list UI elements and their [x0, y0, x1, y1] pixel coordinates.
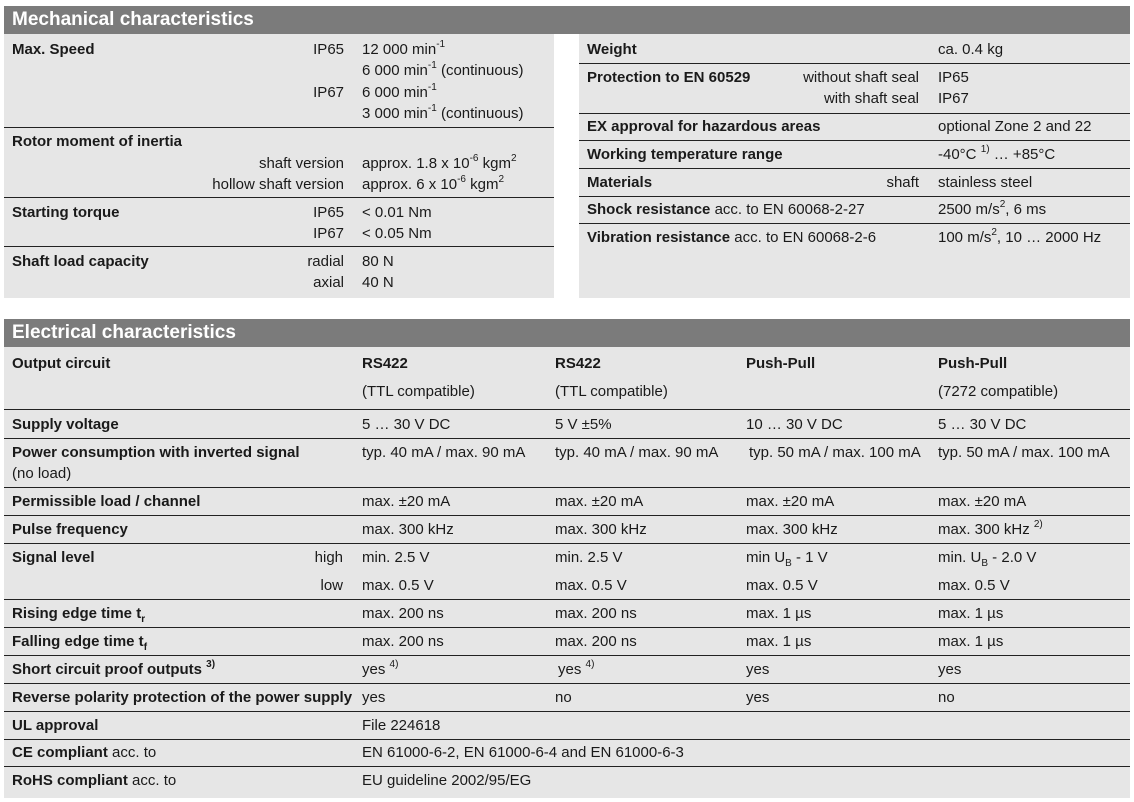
materials-shaft-label: shaft	[886, 174, 919, 191]
divider	[579, 63, 1130, 64]
rohs-compliant-value: EU guideline 2002/95/EG	[362, 772, 532, 789]
short-circuit-col2: yes $^{4)}$	[558, 659, 595, 678]
working-temp-value: -40°C $^{1)}$ … +85°C	[938, 144, 1056, 163]
materials-label: Materials	[587, 174, 653, 191]
working-temp-label: Working temperature range	[587, 146, 783, 163]
pulse-frequency-col1: max. 300 kHz	[362, 521, 454, 538]
permissible-load-col3: max. ±20 mA	[746, 493, 835, 510]
signal-low-label: low	[320, 577, 343, 594]
divider	[4, 599, 1130, 600]
divider	[4, 711, 1130, 712]
divider	[579, 223, 1130, 224]
max-speed-ip67: IP67	[313, 84, 344, 101]
permissible-load-col1: max. ±20 mA	[362, 493, 451, 510]
col3-name: Push-Pull	[746, 355, 816, 372]
shaft-load-axial: axial	[313, 274, 344, 291]
signal-high-label: high	[314, 549, 343, 566]
supply-voltage-col4: 5 … 30 V DC	[938, 416, 1027, 433]
shock-resistance-value: 2500 $m/s^2$, 6 ms	[938, 199, 1047, 218]
signal-high-col1: min. 2.5 V	[362, 549, 430, 566]
col2-sub: (TTL compatible)	[555, 383, 668, 400]
ce-compliant-label: CE compliant acc. to	[12, 744, 157, 761]
permissible-load-col4: max. ±20 mA	[938, 493, 1027, 510]
short-circuit-label: Short circuit proof outputs $^{3)}$	[12, 659, 216, 678]
falling-edge-col1: max. 200 ns	[362, 633, 444, 650]
divider	[4, 627, 1130, 628]
electrical-section-title: Electrical characteristics	[4, 319, 1130, 347]
signal-low-col2: max. 0.5 V	[555, 577, 627, 594]
falling-edge-label: Falling edge time $t_f$	[12, 633, 148, 653]
torque-ip67: IP67	[313, 225, 344, 242]
permissible-load-label: Permissible load / channel	[12, 493, 201, 510]
divider	[4, 543, 1130, 544]
vibration-resistance-label: Vibration resistance acc. to EN 60068-2-6	[587, 229, 877, 246]
torque-ip67-value: < 0.05 Nm	[362, 225, 432, 242]
divider	[579, 168, 1130, 169]
shaft-load-radial-value: 80 N	[362, 253, 394, 270]
divider	[4, 655, 1130, 656]
divider	[4, 246, 554, 247]
pulse-frequency-label: Pulse frequency	[12, 521, 128, 538]
max-speed-ip65: IP65	[313, 41, 344, 58]
vibration-resistance-value: 100 $m/s^2$, 10 … 2000 Hz	[938, 227, 1102, 246]
divider	[579, 140, 1130, 141]
short-circuit-col4: yes	[938, 661, 962, 678]
divider	[4, 197, 554, 198]
rising-edge-label: Rising edge time $t_r$	[12, 605, 146, 625]
max-speed-ip67-value-1: 6 000 $\min^{-1}$	[362, 82, 437, 101]
supply-voltage-col1: 5 … 30 V DC	[362, 416, 451, 433]
divider	[4, 739, 1130, 740]
power-consumption-col3: typ. 50 mA / max. 100 mA	[749, 444, 921, 461]
divider	[4, 438, 1130, 439]
pulse-frequency-col3: max. 300 kHz	[746, 521, 838, 538]
pulse-frequency-col4: max. 300 kHz $^{2)}$	[938, 519, 1043, 538]
max-speed-ip65-value-2: 6 000 $\min^{-1}$ (continuous)	[362, 60, 524, 79]
mechanical-left-panel	[4, 34, 554, 298]
falling-edge-col3: max. 1 µs	[746, 633, 812, 650]
shock-resistance-label: Shock resistance acc. to EN 60068-2-27	[587, 201, 865, 218]
rotor-hollow-value: approx. 6 x $10^{-6}$ kgm$^2$	[362, 174, 505, 193]
divider	[4, 127, 554, 128]
permissible-load-col2: max. ±20 mA	[555, 493, 644, 510]
without-shaft-seal-value: IP65	[938, 69, 969, 86]
max-speed-ip67-value-2: 3 000 $\min^{-1}$ (continuous)	[362, 103, 524, 122]
starting-torque-label: Starting torque	[12, 204, 120, 221]
supply-voltage-col3: 10 … 30 V DC	[746, 416, 843, 433]
supply-voltage-label: Supply voltage	[12, 416, 119, 433]
electrical-panel	[4, 347, 1130, 798]
reverse-polarity-col3: yes	[746, 689, 770, 706]
rotor-shaft-label: shaft version	[258, 155, 344, 172]
col1-name: RS422	[362, 355, 408, 372]
col4-sub: (7272 compatible)	[938, 383, 1059, 400]
reverse-polarity-col2: no	[555, 689, 572, 706]
short-circuit-col1: yes $^{4)}$	[362, 659, 399, 678]
signal-level-label: Signal level	[12, 549, 95, 566]
ex-approval-value: optional Zone 2 and 22	[938, 118, 1092, 135]
shaft-load-axial-value: 40 N	[362, 274, 394, 291]
power-consumption-label: Power consumption with inverted signal	[12, 444, 300, 461]
ul-approval-value: File 224618	[362, 717, 441, 734]
power-consumption-sub: (no load)	[12, 465, 72, 482]
divider	[4, 683, 1130, 684]
divider	[579, 196, 1130, 197]
signal-low-col1: max. 0.5 V	[362, 577, 434, 594]
output-circuit-label: Output circuit	[12, 355, 111, 372]
falling-edge-col2: max. 200 ns	[555, 633, 637, 650]
divider	[579, 113, 1130, 114]
col2-name: RS422	[555, 355, 601, 372]
shaft-load-label: Shaft load capacity	[12, 253, 149, 270]
protection-label: Protection to EN 60529	[587, 69, 751, 86]
ex-approval-label: EX approval for hazardous areas	[587, 118, 821, 135]
divider	[4, 515, 1130, 516]
pulse-frequency-col2: max. 300 kHz	[555, 521, 647, 538]
col1-sub: (TTL compatible)	[362, 383, 475, 400]
signal-high-col4: min. $U_B - 2.0$ V	[938, 549, 1037, 569]
materials-value: stainless steel	[938, 174, 1033, 191]
power-consumption-col4: typ. 50 mA / max. 100 mA	[938, 444, 1110, 461]
rohs-compliant-label: RoHS compliant acc. to	[12, 772, 177, 789]
signal-high-col2: min. 2.5 V	[555, 549, 623, 566]
mechanical-right-panel	[579, 34, 1130, 298]
signal-low-col3: max. 0.5 V	[746, 577, 818, 594]
signal-low-col4: max. 0.5 V	[938, 577, 1010, 594]
max-speed-ip65-value-1: 12 000 $\min^{-1}$	[362, 39, 446, 58]
divider	[4, 766, 1130, 767]
rising-edge-col4: max. 1 µs	[938, 605, 1004, 622]
short-circuit-col3: yes	[746, 661, 770, 678]
ul-approval-label: UL approval	[12, 717, 99, 734]
with-shaft-seal-value: IP67	[938, 90, 969, 107]
max-speed-label: Max. Speed	[12, 41, 95, 58]
divider	[4, 487, 1130, 488]
weight-label: Weight	[587, 41, 637, 58]
without-shaft-seal-label: without shaft seal	[803, 69, 919, 86]
power-consumption-col2: typ. 40 mA / max. 90 mA	[555, 444, 719, 461]
supply-voltage-col2: 5 V ±5%	[555, 416, 612, 433]
rising-edge-col2: max. 200 ns	[555, 605, 637, 622]
shaft-load-radial: radial	[307, 253, 344, 270]
torque-ip65: IP65	[313, 204, 344, 221]
falling-edge-col4: max. 1 µs	[938, 633, 1004, 650]
rotor-hollow-label: hollow shaft version	[212, 176, 344, 193]
rotor-inertia-label: Rotor moment of inertia	[12, 133, 183, 150]
ce-compliant-value: EN 61000-6-2, EN 61000-6-4 and EN 61000-6-3	[362, 744, 684, 761]
weight-value: ca. 0.4 kg	[938, 41, 1004, 58]
torque-ip65-value: < 0.01 Nm	[362, 204, 432, 221]
col4-name: Push-Pull	[938, 355, 1008, 372]
reverse-polarity-label: Reverse polarity protection of the power supply	[12, 689, 353, 706]
rotor-shaft-value: approx. 1.8 x $10^{-6}$ kgm$^2$	[362, 153, 517, 172]
divider	[4, 409, 1130, 410]
mechanical-section-title: Mechanical characteristics	[4, 6, 1130, 34]
rising-edge-col3: max. 1 µs	[746, 605, 812, 622]
reverse-polarity-col4: no	[938, 689, 955, 706]
rising-edge-col1: max. 200 ns	[362, 605, 444, 622]
with-shaft-seal-label: with shaft seal	[823, 90, 919, 107]
power-consumption-col1: typ. 40 mA / max. 90 mA	[362, 444, 526, 461]
reverse-polarity-col1: yes	[362, 689, 386, 706]
signal-high-col3: $\min U_B - 1$ V	[746, 549, 828, 569]
